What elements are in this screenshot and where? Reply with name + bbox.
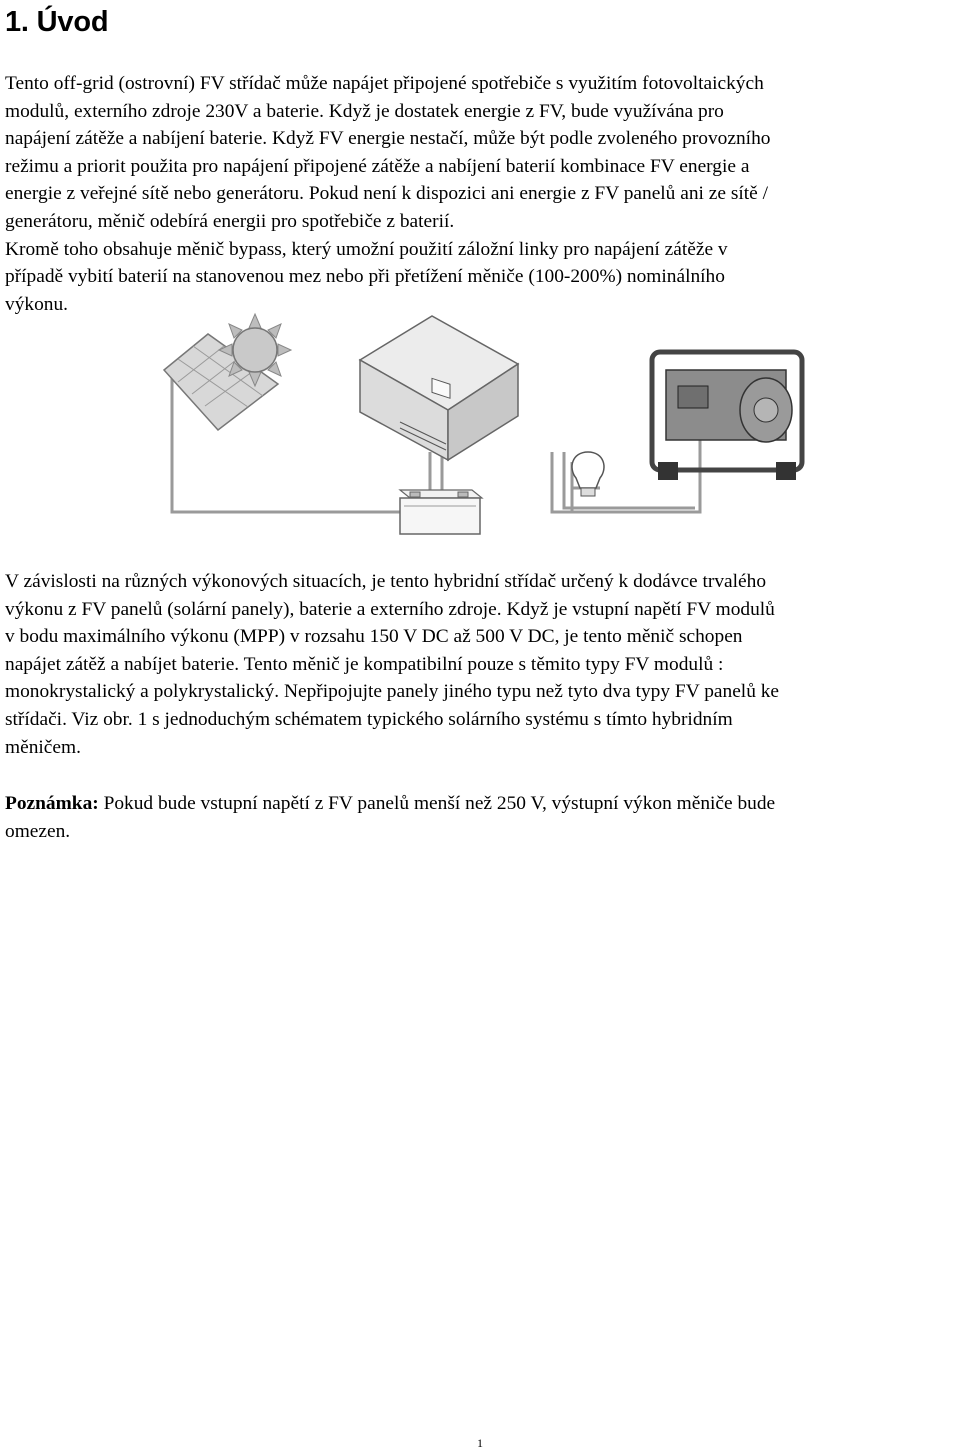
note-text: Pokud bude vstupní napětí z FV panelů menší než 250 V, výstupní výkon měniče bude — [98, 793, 776, 814]
intro-line: Kromě toho obsahuje měnič bypass, který umožní použití záložní linky pro napájení zátěže v — [5, 238, 728, 260]
body-line: V závislosti na různých výkonových situacích, je tento hybridní střídač určený k dodávce trvalého — [5, 571, 767, 592]
intro-paragraph — [5, 70, 960, 318]
intro-line: napájení zátěže a nabíjení baterie. Když FV energie nestačí, může být podle zvoleného provozního — [5, 128, 771, 150]
note-paragraph — [5, 790, 960, 845]
sun-icon — [219, 314, 291, 386]
page-number: 1 — [477, 1436, 483, 1450]
intro-line: režimu a priorit použita pro napájení připojené zátěže a nabíjení baterií kombinace FV energie a — [5, 155, 750, 177]
body-line: monokrystalický a polykrystalický. Nepřipojujte panely jiného typu než tyto dva typy FV panelů ke — [5, 681, 780, 703]
intro-line: generátoru, měnič odebírá energii pro spotřebiče z baterií. — [5, 210, 455, 232]
note-line-1 — [5, 790, 960, 818]
system-diagram-figure — [160, 312, 820, 552]
system-diagram — [160, 312, 820, 552]
body-line: střídači. Viz obr. 1 s jednoduchým schématem typického solárního systému s tímto hybridním — [5, 708, 733, 730]
body-line: měničem. — [5, 736, 81, 758]
intro-line: výkonu. — [5, 293, 69, 315]
body-paragraph — [5, 568, 960, 761]
note-line-2: omezen. — [5, 820, 71, 842]
body-line: napájet zátěž a nabíjet baterie. Tento měnič je kompatibilní pouze s těmito typy FV modulů : — [5, 653, 724, 675]
intro-line: modulů, externího zdroje 230V a baterie. Když je dostatek energie z FV, bude využívána pro — [5, 100, 724, 122]
battery-icon — [400, 490, 482, 534]
generator-icon — [652, 352, 802, 480]
intro-line: Tento off-grid (ostrovní) FV střídač může napájet připojené spotřebiče s využitím fotovoltaických — [5, 73, 764, 94]
body-line: v bodu maximálního výkonu (MPP) v rozsahu 150 V DC až 500 V DC, je tento měnič schopen — [5, 626, 743, 648]
note-label: Poznámka: — [5, 793, 99, 814]
inverter-icon — [360, 316, 518, 460]
body-line: výkonu z FV panelů (solární panely), baterie a externího zdroje. Když je vstupní napětí FV modulů — [5, 598, 775, 620]
intro-line: případě vybití baterií na stanovenou mez nebo při přetížení měniče (100-200%) nominálního — [5, 266, 725, 288]
section-heading: 1. Úvod — [5, 6, 109, 38]
intro-line: energie z veřejné sítě nebo generátoru. Pokud není k dispozici ani energie z FV panelů ani ze sítě / — [5, 183, 768, 205]
